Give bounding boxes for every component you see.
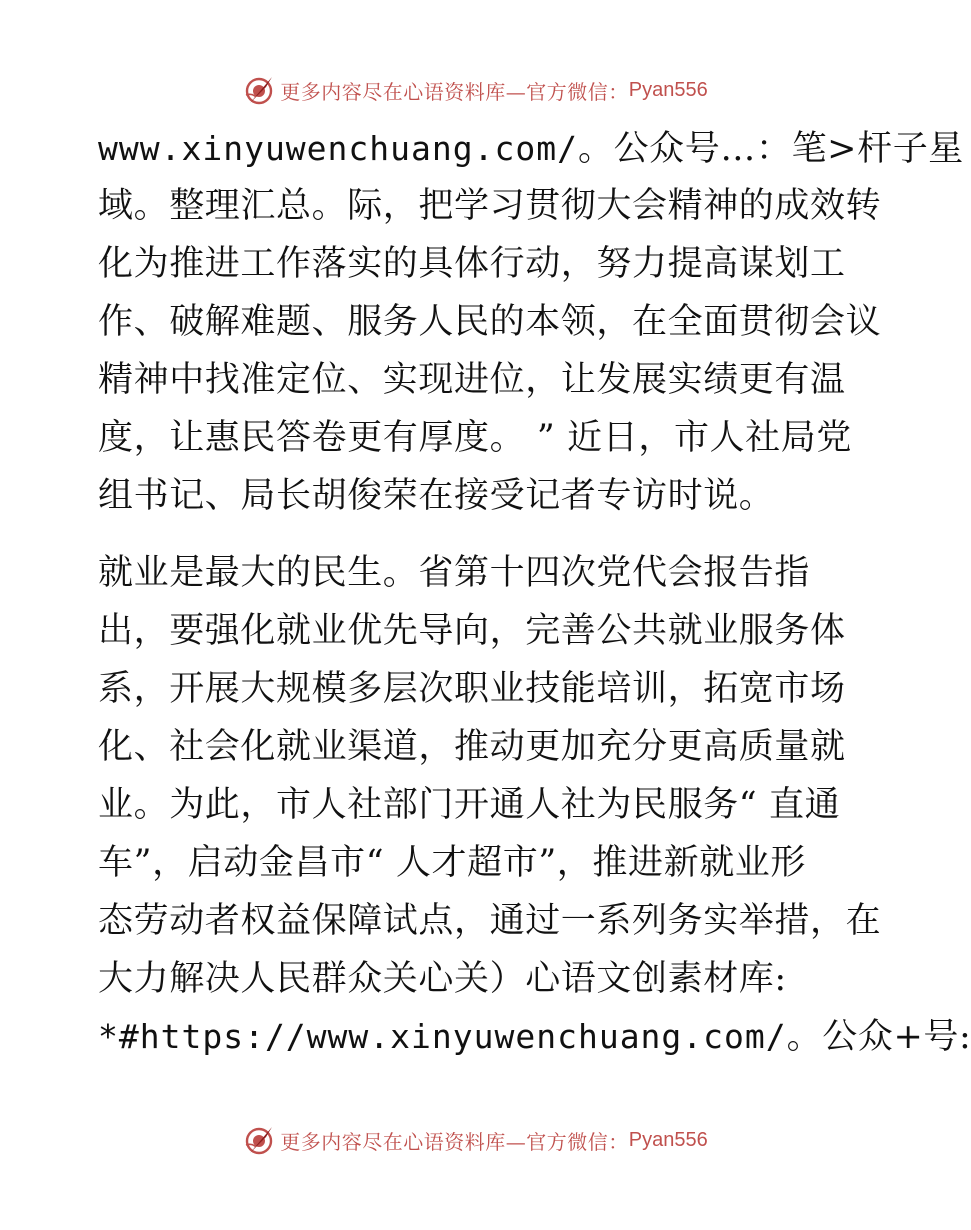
text-line: 组书记、局长胡俊荣在接受记者专访时说。	[98, 476, 775, 516]
text-line: 域。整理汇总。际，把学习贯彻大会精神的成效转	[98, 186, 882, 226]
text-tail: 。公众+号:	[786, 1017, 971, 1057]
banner-text: 更多内容尽在心语资料库—官方微信：	[280, 1129, 629, 1154]
banner-text: 更多内容尽在心语资料库—官方微信：	[280, 79, 629, 104]
url-text: *#https://www.xinyuwenchuang.com/	[98, 1017, 787, 1056]
banner-account: Pyan556	[628, 1128, 708, 1151]
text-line: 化为推进工作落实的具体行动，努力提高谋划工	[98, 244, 846, 284]
text-line: 度，让惠民答卷更有厚度。 ” 近日，市人社局党	[98, 418, 852, 458]
text-line: 大力解决人民群众关心关）心语文创素材库:	[98, 959, 787, 999]
text-line	[98, 129, 964, 169]
text-line: 作、破解难题、服务人民的本领，在全面贯彻会议	[98, 302, 882, 342]
text-line: 态劳动者权益保障试点，通过一系列务实举措，在	[98, 901, 882, 941]
text-line: 就业是最大的民生。省第十四次党代会报告指	[98, 553, 811, 593]
banner-account: Pyan556	[628, 78, 708, 101]
text-line: 精神中找准定位、实现进位，让发展实绩更有温	[98, 360, 846, 400]
text-line: 业。为此，市人社部门开通人社为民服务“ 直通	[98, 785, 841, 825]
footer-banner	[0, 1120, 950, 1160]
text-line: 系，开展大规模多层次职业技能培训，拓宽市场	[98, 669, 846, 709]
text-tail: 。公众号…：笔>杆子星	[577, 129, 964, 169]
text-line	[98, 1017, 971, 1057]
text-line: 化、社会化就业渠道，推动更加充分更高质量就	[98, 727, 846, 767]
quill-pen-logo-icon	[242, 1123, 276, 1157]
text-line: 车”，启动金昌市“ 人才超市”，推进新就业形	[98, 843, 807, 883]
url-text: www.xinyuwenchuang.com/	[98, 129, 578, 168]
text-line: 出，要强化就业优先导向，完善公共就业服务体	[98, 611, 846, 651]
